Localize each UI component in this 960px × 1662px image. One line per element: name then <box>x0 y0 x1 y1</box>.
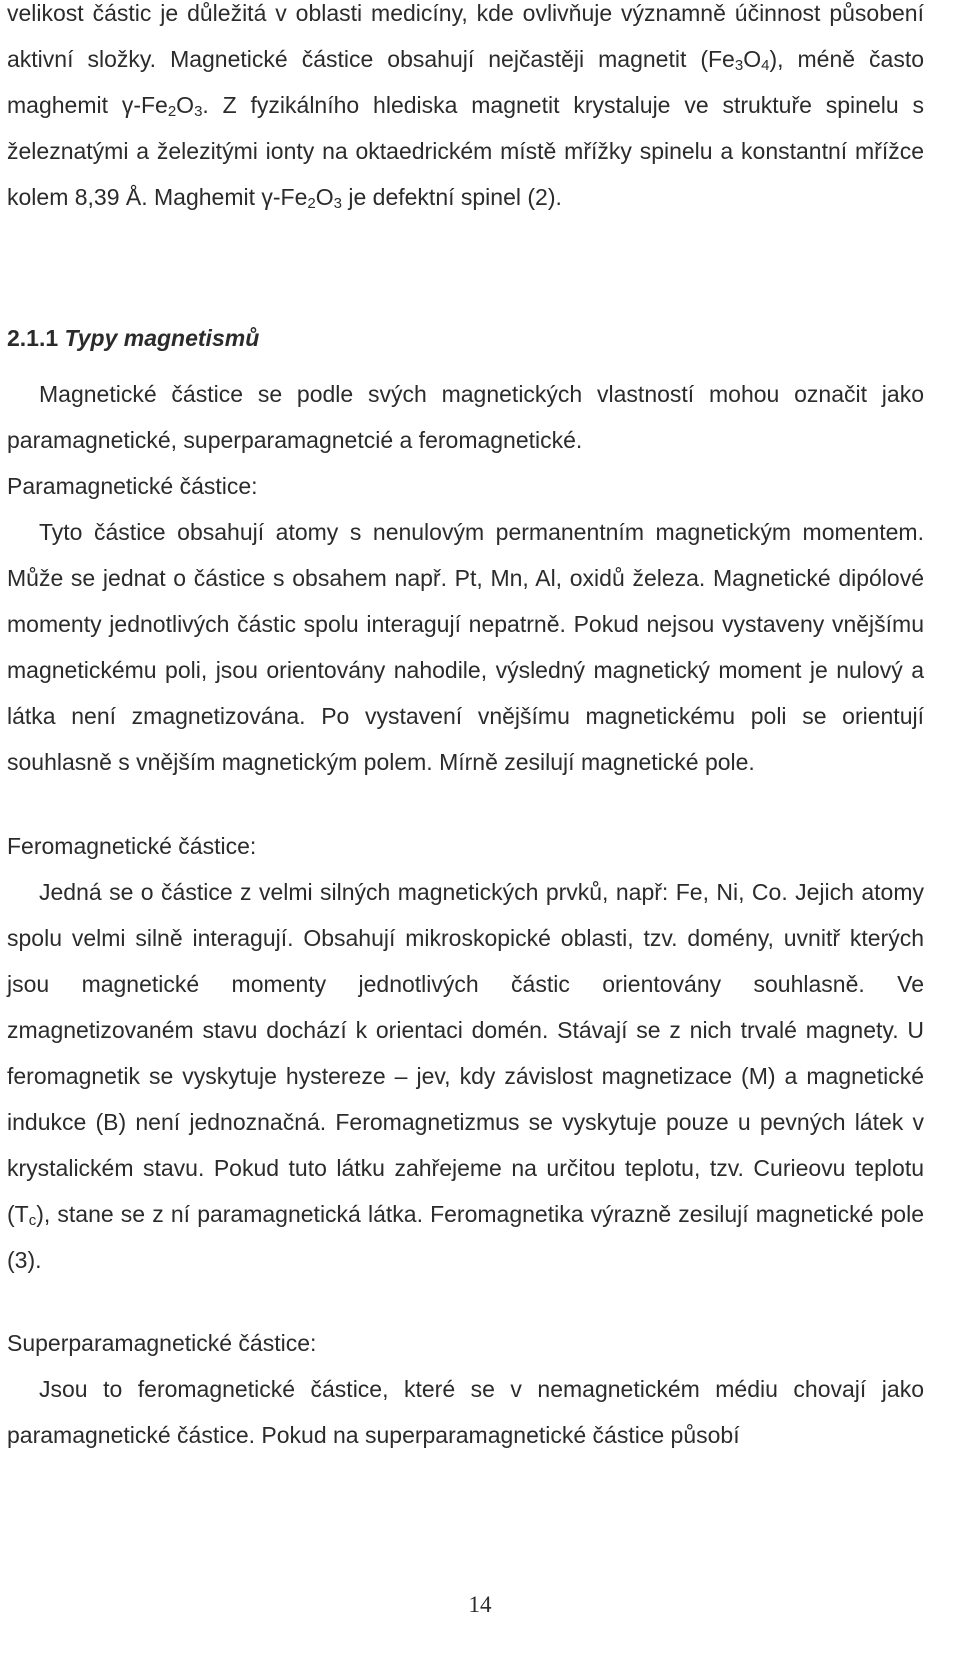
intro-text-part: . Z fyzikálního hlediska magnetit krystaluje ve struktuře spinelu s železnatými a železitými ionty na oktaedrickém místě mřížky spinelu a konstantní mřížce kolem 8,39 Å. Maghemit γ-Fe <box>7 92 924 210</box>
subscript: c <box>28 1212 37 1229</box>
ferromagnetic-section <box>7 823 924 1283</box>
intro-paragraph <box>7 0 924 220</box>
paramagnetic-section <box>7 463 924 785</box>
intro-text-part: velikost částic je důležitá v oblasti medicíny, kde ovlivňuje významně účinnost působení aktivní složky. Magnetické částice obsahují nejčastěji magnetit (Fe <box>7 0 924 72</box>
section-number: 2.1.1 <box>7 325 59 351</box>
subscript: 3 <box>734 57 744 74</box>
paramagnetic-label: Paramagnetické částice: <box>7 473 258 499</box>
superparamagnetic-section <box>7 1320 924 1458</box>
intro-text-part: je defektní spinel (2). <box>341 184 562 210</box>
section-title: Typy magnetismů <box>64 325 260 351</box>
ferromagnetic-text-part: Jedná se o částice z velmi silných magnetických prvků, např: Fe, Ni, Co. Jejich atomy spolu velmi silně interagují. Obsahují mikroskopické oblasti, tzv. domény, uvnitř kterých jsou magnetické momenty jednotlivých částic orientovány souhlasně. Ve zmagnetizovaném stavu dochází k orientaci domén. Stávají se z nich trvalé magnety. U feromagnetik se vyskytuje hystereze – jev, kdy závislost magnetizace (M) a magnetické indukce (B) není jednoznačná. Feromagnetizmus se vyskytuje pouze u pevných látek v krystalickém stavu. Pokud tuto látku zahřejeme na určitou teplotu, tzv. Curieovu teplotu (T <box>7 879 924 1227</box>
section-heading <box>7 315 924 361</box>
page-number: 14 <box>468 1592 492 1617</box>
intro-text-part: ), méně často maghemit γ-Fe <box>7 46 925 118</box>
intro-text <box>7 0 924 220</box>
section-heading-text <box>7 315 924 361</box>
subscript: 2 <box>167 103 177 120</box>
intro-text-part: O <box>176 92 195 118</box>
ferromagnetic-text <box>7 869 924 1283</box>
superparamagnetic-label: Superparamagnetické částice: <box>7 1330 317 1356</box>
types-intro-text: Magnetické částice se podle svých magnetických vlastností mohou označit jako paramagnetické, superparamagnetcié a feromagnetické. <box>7 381 924 453</box>
intro-text-part: O <box>743 46 762 72</box>
ferromagnetic-text-part: ), stane se z ní paramagnetická látka. Feromagnetika výrazně zesilují magnetické pole (3). <box>7 1201 924 1273</box>
intro-text-part: O <box>315 184 334 210</box>
paramagnetic-text: Tyto částice obsahují atomy s nenulovým permanentním magnetickým momentem. Může se jednat o částice s obsahem např. Pt, Mn, Al, oxidů železa. Magnetické dipólové momenty jednotlivých částic spolu interagují nepatrně. Pokud nejsou vystaveny vnějšímu magnetickému poli, jsou orientovány nahodile, výsledný magnetický moment je nulový a látka není zmagnetizována. Po vystavení vnějšímu magnetickému poli se orientují souhlasně s vnějším magnetickým polem. Mírně zesilují magnetické pole. <box>7 519 924 775</box>
subscript: 3 <box>333 195 342 212</box>
superparamagnetic-text: Jsou to feromagnetické částice, které se v nemagnetickém médiu chovají jako paramagnetické částice. Pokud na superparamagnetické částice působí <box>7 1376 924 1448</box>
subscript: 4 <box>761 57 770 74</box>
subscript: 2 <box>307 195 316 212</box>
ferromagnetic-label: Feromagnetické částice: <box>7 833 257 859</box>
subscript: 3 <box>194 103 203 120</box>
types-paragraph <box>7 371 924 463</box>
